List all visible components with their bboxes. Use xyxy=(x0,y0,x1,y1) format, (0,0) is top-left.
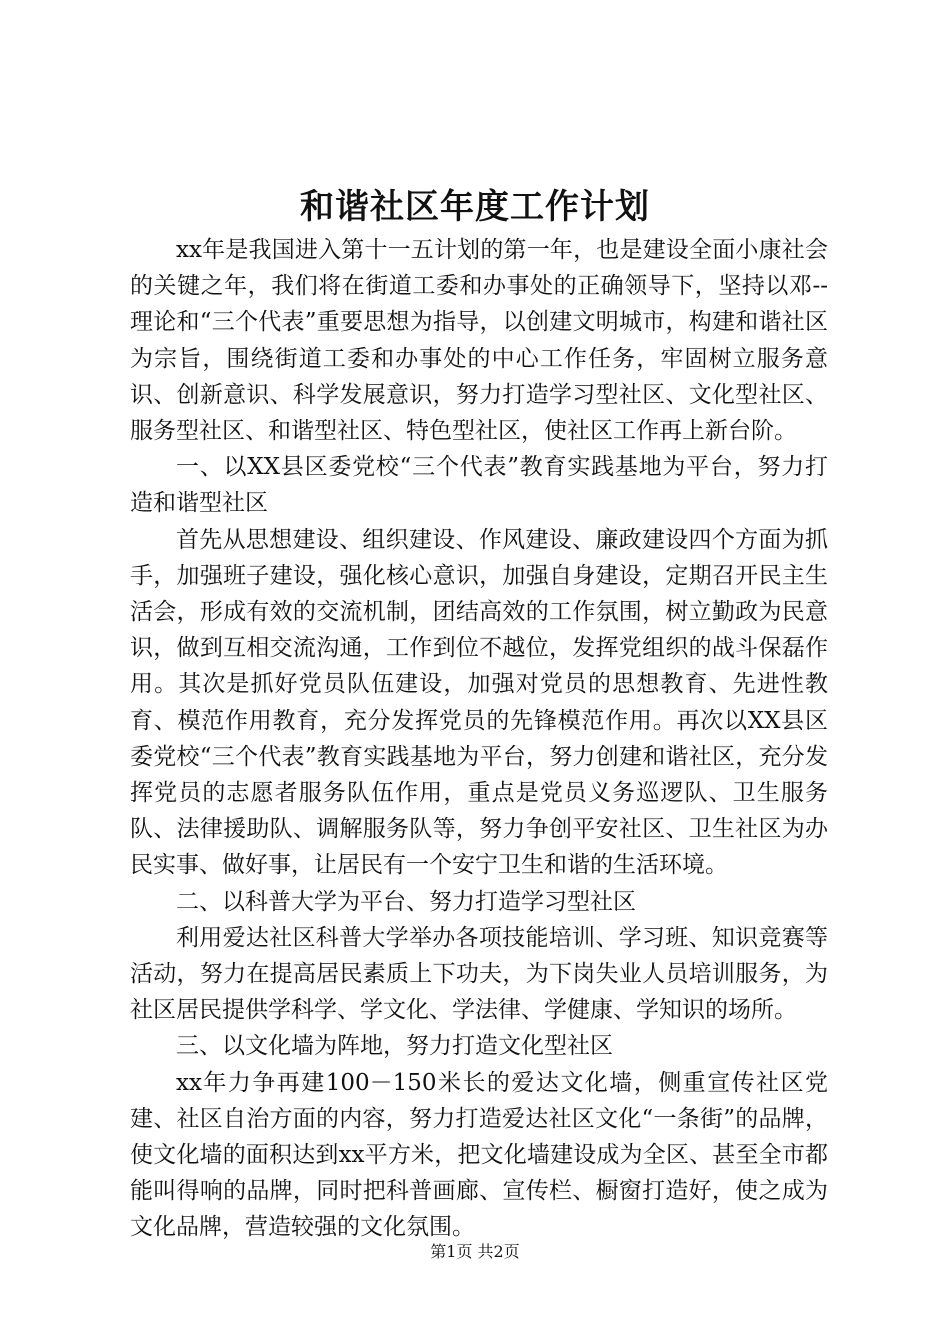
section-heading-3: 三、以文化墙为阵地，努力打造文化型社区 xyxy=(176,1033,613,1060)
document-title: 和谐社区年度工作计划 xyxy=(300,187,650,227)
intro-paragraph: xx年是我国进入第十一五计划的第一年，也是建设全面小康社会的关键之年，我们将在街道工委和办事处的正确领导下，坚持以邓--理论和“三个代表”重要思想为指导，以创建文明城市，构建和谐社区为宗旨，围绕街道工委和办事处的中心工作任务，牢固树立服务意识、创新意识、科学发展意识，努力打造学习型社区、文化型社区、服务型社区、和谐型社区、特色型社区，使社区工作再上新台阶。 xyxy=(130,237,828,445)
document-body xyxy=(130,232,828,1246)
section-paragraph-2: 利用爱达社区科普大学举办各项技能培训、学习班、知识竞赛等活动，努力在提高居民素质上下功夫，为下岗失业人员培训服务，为社区居民提供学科学、学文化、学法律、学健康、学知识的场所。 xyxy=(130,924,828,1024)
section-heading-1: 一、以XX县区委党校“三个代表”教育实践基地为平台，努力打造和谐型社区 xyxy=(130,454,828,517)
section-heading-2: 二、以科普大学为平台、努力打造学习型社区 xyxy=(176,888,636,915)
page-footer: 第1页 共2页 xyxy=(430,1242,520,1261)
section-paragraph-1: 首先从思想建设、组织建设、作风建设、廉政建设四个方面为抓手，加强班子建设，强化核心意识，加强自身建设，定期召开民主生活会，形成有效的交流机制，团结高效的工作氛围，树立勤政为民意识，做到互相交流沟通，工作到位不越位，发挥党组织的战斗保磊作用。其次是抓好党员队伍建设，加强对党员的思想教育、先进性教育、模范作用教育，充分发挥党员的先锋模范作用。再次以XX县区委党校“三个代表”教育实践基地为平台，努力创建和谐社区，充分发挥党员的志愿者服务队伍作用，重点是党员义务巡逻队、卫生服务队、法律援助队、调解服务队等，努力争创平安社区、卫生社区为办民实事、做好事，让居民有一个安宁卫生和谐的生活环境。 xyxy=(130,526,828,879)
section-paragraph-3: xx年力争再建100－150米长的爱达文化墙，侧重宣传社区党建、社区自治方面的内容，努力打造爱达社区文化“一条街”的品牌，使文化墙的面积达到xx平方米，把文化墙建设成为全区、甚至全市都能叫得响的品牌，同时把科普画廊、宣传栏、橱窗打造好，使之成为文化品牌，营造较强的文化氛围。 xyxy=(130,1069,828,1241)
